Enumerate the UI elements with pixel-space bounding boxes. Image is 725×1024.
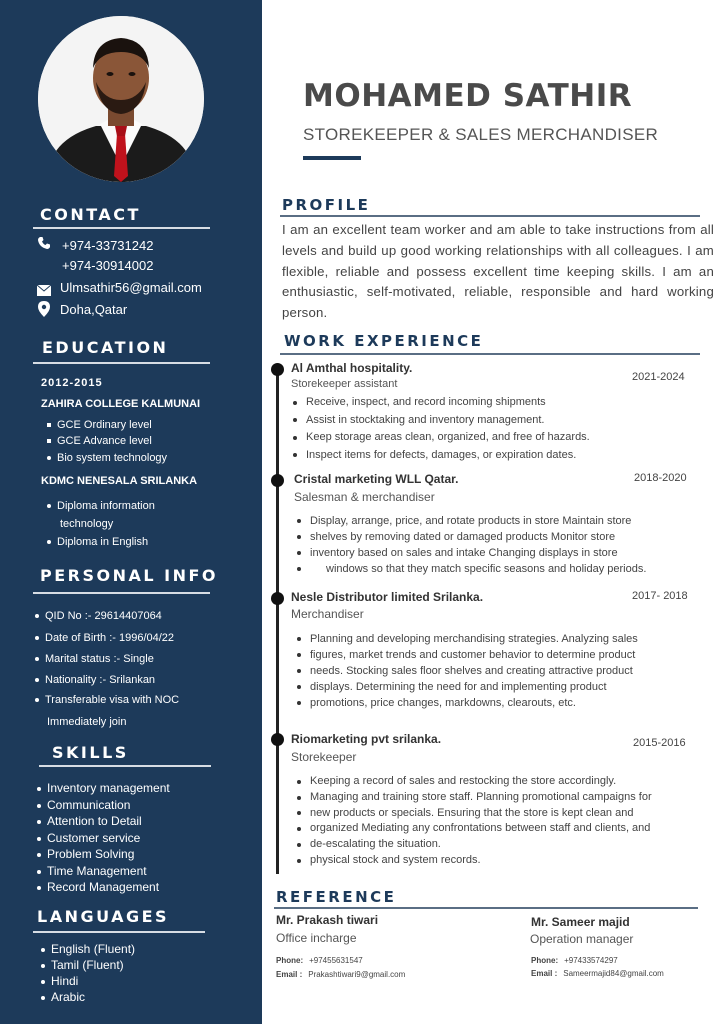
- skills-heading: SKILLS: [52, 743, 129, 762]
- education-school-item: GCE Advance level: [47, 435, 152, 447]
- sidebar: [0, 0, 262, 1024]
- education-school-item: Bio system technology: [47, 452, 167, 464]
- education-divider: [33, 362, 210, 364]
- job-duty: inventory based on sales and intake Changing displays in store: [294, 545, 646, 561]
- job-duty: Managing and training store staff. Planning promotional campaigns for: [294, 790, 652, 806]
- avatar: [38, 16, 204, 182]
- reference-name: Mr. Prakash tiwari: [276, 913, 379, 927]
- education-institute-item: Diploma in English: [47, 536, 148, 548]
- job-dates: 2015-2016: [633, 737, 686, 749]
- language-item: English (Fluent): [41, 942, 135, 956]
- timeline-dot: [271, 363, 284, 376]
- work-experience-heading: WORK EXPERIENCE: [284, 332, 484, 350]
- contact-divider: [33, 227, 210, 229]
- contact-phone-1: +974-33731242: [62, 238, 154, 253]
- personal-info-item: Nationality :- Srilankan: [35, 674, 155, 686]
- personal-info-heading: PERSONAL INFO: [40, 566, 219, 585]
- profile-divider: [280, 215, 700, 217]
- candidate-title: STOREKEEPER & SALES MERCHANDISER: [303, 125, 659, 144]
- job-duty: Assist in stocktaking and inventory management.: [290, 412, 590, 430]
- job-duty: promotions, price changes, markdowns, clearouts, etc.: [294, 695, 638, 711]
- phone-icon: [37, 236, 51, 255]
- language-item: Tamil (Fluent): [41, 958, 124, 972]
- personal-info-item: Date of Birth :- 1996/04/22: [35, 632, 174, 644]
- work-experience-divider: [280, 353, 700, 355]
- job-duty: displays. Determining the need for and implementing product: [294, 679, 638, 695]
- job-role: Storekeeper assistant: [291, 378, 398, 390]
- reference-email: Email : Sameermajid84@gmail.com: [531, 969, 664, 978]
- skill-item: Attention to Detail: [37, 814, 142, 828]
- profile-text: I am an excellent team worker and am able to take instructions from all levels and build up good working relationships with all colleagues. I am flexible, reliable and possess excellent time keeping skills. I am an enthusiastic, self-motivated, reliable, responsible and hard working person.: [282, 222, 714, 321]
- languages-heading: LANGUAGES: [37, 907, 170, 926]
- education-years: 2012-2015: [41, 377, 103, 389]
- job-duties: [294, 631, 638, 711]
- timeline-dot: [271, 733, 284, 746]
- contact-location: Doha,Qatar: [60, 302, 128, 317]
- reference-phone: Phone: +97433574297: [531, 956, 618, 965]
- reference-heading: REFERENCE: [276, 888, 397, 906]
- education-institute-item: technology: [60, 518, 114, 530]
- job-company: Cristal marketing WLL Qatar.: [294, 472, 459, 486]
- reference-name: Mr. Sameer majid: [531, 915, 630, 929]
- personal-info-item: Immediately join: [47, 716, 127, 728]
- reference-position: Office incharge: [276, 931, 357, 945]
- job-duty: organized Mediating any confrontations between staff and clients, and: [294, 821, 652, 837]
- job-company: Al Amthal hospitality.: [291, 361, 413, 375]
- skill-item: Customer service: [37, 831, 140, 845]
- skills-divider: [39, 765, 211, 767]
- job-duty: de-escalating the situation.: [294, 837, 652, 853]
- profile-photo: [38, 16, 204, 182]
- personal-info-item: Transferable visa with NOC: [35, 694, 179, 706]
- job-role: Salesman & merchandiser: [294, 490, 435, 504]
- job-duties: [294, 774, 652, 869]
- timeline-line: [276, 366, 279, 874]
- job-role: Storekeeper: [291, 750, 357, 764]
- timeline-dot: [271, 474, 284, 487]
- contact-email[interactable]: Ulmsathir56@gmail.com: [60, 280, 202, 295]
- job-duties: [294, 513, 646, 577]
- job-duty: Keep storage areas clean, organized, and free of hazards.: [290, 429, 590, 447]
- skill-item: Communication: [37, 798, 130, 812]
- title-underline: [303, 156, 361, 160]
- languages-divider: [33, 931, 205, 933]
- education-institute-item: Diploma information: [47, 500, 155, 512]
- education-institute: KDMC NENESALA SRILANKA: [41, 475, 198, 487]
- skill-item: Record Management: [37, 880, 159, 894]
- reference-position: Operation manager: [530, 932, 634, 946]
- job-duty: new products or specials. Ensuring that the store is kept clean and: [294, 806, 652, 822]
- language-item: Hindi: [41, 974, 78, 988]
- job-duty: Inspect items for defects, damages, or expiration dates.: [290, 447, 590, 465]
- reference-email: Email : Prakashtiwari9@gmail.com: [276, 970, 406, 979]
- reference-divider: [274, 907, 698, 909]
- personal-info-item: QID No :- 29614407064: [35, 610, 162, 622]
- contact-heading: CONTACT: [40, 205, 141, 224]
- contact-phone-2: +974-30914002: [62, 258, 154, 273]
- skill-item: Time Management: [37, 864, 147, 878]
- job-duty: Display, arrange, price, and rotate products in store Maintain store: [294, 513, 646, 529]
- job-duty: shelves by removing dated or damaged products Monitor store: [294, 529, 646, 545]
- location-pin-icon: [38, 301, 50, 322]
- main-content: [262, 0, 725, 1024]
- job-dates: 2021-2024: [632, 371, 685, 383]
- mail-icon: [37, 283, 51, 301]
- personal-info-item: Marital status :- Single: [35, 653, 154, 665]
- job-role: Merchandiser: [291, 607, 364, 621]
- job-company: Riomarketing pvt srilanka.: [291, 732, 442, 746]
- reference-phone: Phone: +97455631547: [276, 956, 363, 965]
- skill-item: Inventory management: [37, 781, 170, 795]
- job-dates: 2018-2020: [634, 472, 687, 484]
- skill-item: Problem Solving: [37, 847, 134, 861]
- job-duty: needs. Stocking sales floor shelves and creating attractive product: [294, 663, 638, 679]
- job-duty: Receive, inspect, and record incoming shipments: [290, 394, 590, 412]
- job-duties: [290, 394, 590, 464]
- candidate-name: MOHAMED SATHIR: [303, 78, 633, 114]
- job-duty: figures, market trends and customer behavior to determine product: [294, 647, 638, 663]
- education-school-item: GCE Ordinary level: [47, 419, 152, 431]
- education-school: ZAHIRA COLLEGE KALMUNAI: [41, 398, 201, 410]
- profile-heading: PROFILE: [282, 196, 371, 214]
- job-dates: 2017- 2018: [632, 590, 688, 602]
- job-company: Nesle Distributor limited Srilanka.: [291, 590, 484, 604]
- education-heading: EDUCATION: [42, 338, 169, 357]
- job-duty: physical stock and system records.: [294, 853, 652, 869]
- personal-info-divider: [33, 592, 210, 594]
- language-item: Arabic: [41, 990, 85, 1004]
- timeline-dot: [271, 592, 284, 605]
- job-duty: Keeping a record of sales and restocking the store accordingly.: [294, 774, 652, 790]
- job-duty: windows so that they match specific seasons and holiday periods.: [294, 561, 646, 577]
- job-duty: Planning and developing merchandising strategies. Analyzing sales: [294, 631, 638, 647]
